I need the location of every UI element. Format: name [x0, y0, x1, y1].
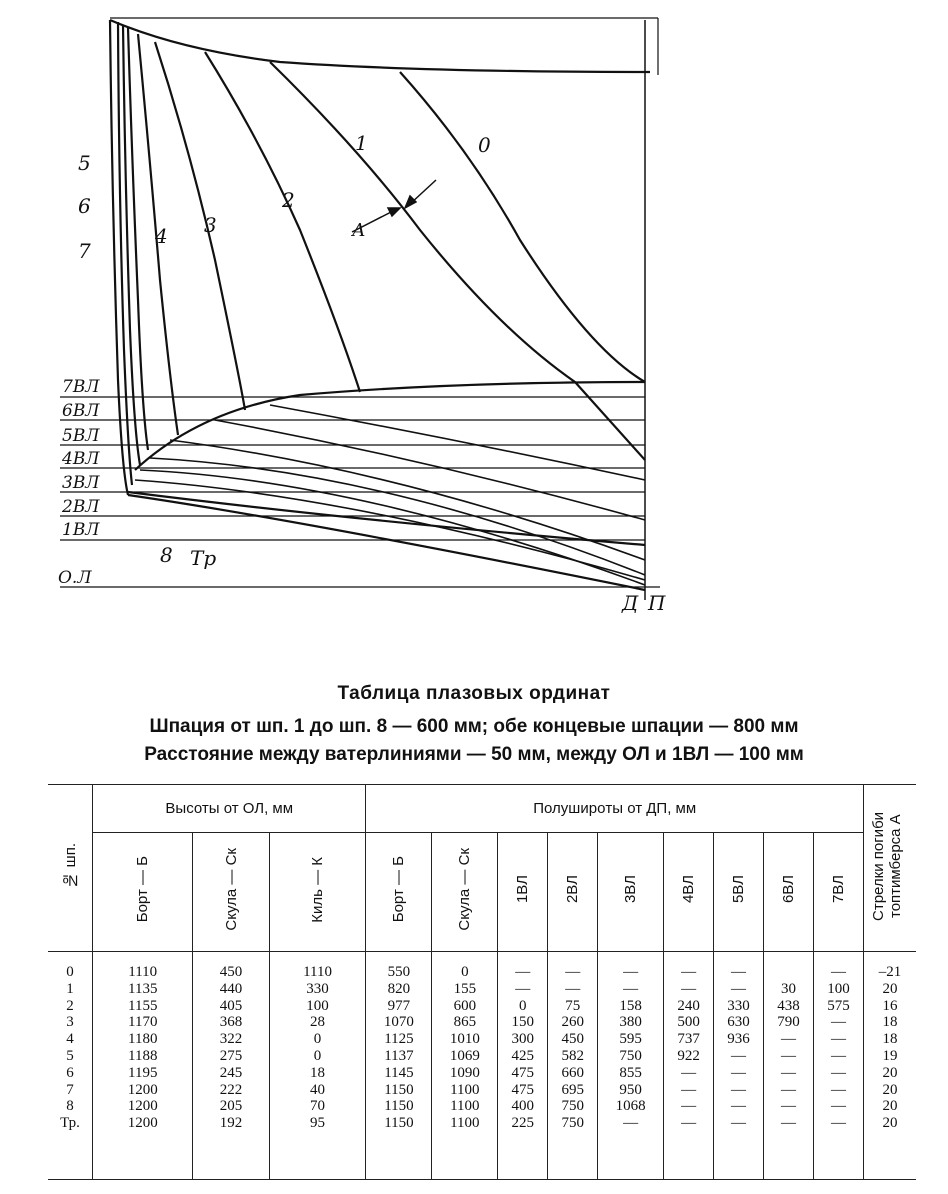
table-cell: 438	[777, 997, 800, 1014]
header-w-7vl: 7ВЛ	[813, 833, 863, 952]
header-w-5vl: 5ВЛ	[714, 833, 764, 952]
table-cell: 240	[677, 997, 700, 1014]
header-w-6vl: 6ВЛ	[764, 833, 814, 952]
table-cell: 1155	[128, 997, 158, 1014]
table-cell: 3	[66, 1014, 74, 1031]
col-h-skula	[193, 952, 269, 1180]
label-wl2: 2ВЛ	[62, 497, 100, 517]
table-cell: —	[830, 1098, 846, 1115]
table-cell: 245	[219, 1064, 243, 1081]
col-h-bort	[93, 952, 193, 1180]
table-cell: —	[830, 1081, 846, 1098]
table-cell: —	[565, 964, 581, 980]
table-cell: 400	[511, 1098, 534, 1115]
table-cell: 977	[387, 997, 411, 1014]
spacing-note: Шпация от шп. 1 до шп. 8 — 600 мм; обе концевые шпации — 800 мм	[149, 716, 799, 737]
station-0-line	[400, 72, 645, 382]
label-dp: Д	[622, 591, 639, 615]
table-cell: 0	[313, 1031, 322, 1048]
station-8-line	[128, 495, 645, 590]
table-cell: —	[681, 1115, 697, 1132]
header-w-3vl: 3ВЛ	[598, 833, 664, 952]
table-cell: —	[830, 1064, 846, 1081]
table-cell: —	[565, 980, 581, 997]
table-cell: 205	[219, 1098, 243, 1115]
table-cell: —	[623, 980, 639, 997]
table-cell: 330	[306, 980, 329, 997]
table-cell: —	[780, 1064, 796, 1081]
table-cell: 70	[310, 1098, 326, 1115]
label-station-0: 0	[478, 133, 491, 157]
table-cell: 595	[619, 1031, 642, 1048]
table-cell: 0	[519, 997, 527, 1014]
table-cell: 20	[882, 1098, 898, 1115]
table-cell: 330	[727, 997, 750, 1014]
table-cell: 322	[219, 1031, 243, 1048]
label-wl7: 7ВЛ	[62, 377, 100, 397]
table-cell: 18	[882, 1014, 898, 1031]
table-title: Таблица плазовых ординат	[337, 683, 611, 704]
label-wl5: 5ВЛ	[62, 426, 100, 446]
chine-line	[135, 382, 645, 470]
table-cell: 1180	[128, 1031, 158, 1048]
table-cell: —	[681, 1081, 697, 1098]
waterline-note: Расстояние между ватерлиниями — 50 мм, между ОЛ и 1ВЛ — 100 мм	[144, 744, 804, 765]
table-cell: 865	[453, 1014, 477, 1031]
header-arrow: Стрелки погиби топтимберса А	[864, 785, 917, 952]
table-cell: —	[681, 980, 697, 997]
header-w-4vl: 4ВЛ	[664, 833, 714, 952]
table-cell: 405	[219, 997, 243, 1014]
table-cell: 582	[561, 1047, 584, 1064]
table-cell: 737	[677, 1031, 700, 1048]
ordinates-table	[48, 784, 916, 1180]
table-cell: 1069	[449, 1047, 480, 1064]
table-cell: 475	[511, 1064, 534, 1081]
table-cell: —	[830, 1031, 846, 1048]
col-w-2vl	[548, 952, 598, 1180]
table-cell: —	[623, 1115, 639, 1132]
label-station-1: 1	[355, 131, 368, 155]
table-cell: 950	[619, 1081, 642, 1098]
transom-line	[128, 492, 645, 545]
header-station: № шп.	[48, 785, 93, 952]
label-p: П	[648, 591, 666, 615]
table-cell: —	[731, 1098, 747, 1115]
table-cell: —	[623, 964, 639, 980]
station-2-line	[205, 52, 360, 392]
table-cell: 16	[882, 997, 898, 1014]
table-cell: 1200	[127, 1081, 158, 1098]
table-cell: 75	[565, 997, 581, 1014]
label-station-6: 6	[78, 194, 91, 218]
table-cell: —	[780, 1081, 796, 1098]
table-cell: 19	[882, 1047, 898, 1064]
header-w-2vl: 2ВЛ	[548, 833, 598, 952]
table-cell: —	[515, 964, 531, 980]
table-cell: 7	[66, 1081, 74, 1098]
table-cell: 6	[66, 1064, 74, 1081]
table-cell: 20	[882, 1115, 898, 1132]
table-cell: —	[731, 1047, 747, 1064]
table-cell: 750	[561, 1115, 584, 1132]
table-cell: 440	[219, 980, 243, 997]
table-cell: –21	[878, 964, 902, 980]
table-cell: —	[780, 1047, 796, 1064]
table-cell: 28	[310, 1014, 326, 1031]
table-cell: 936	[727, 1031, 750, 1048]
label-wl4: 4ВЛ	[62, 449, 100, 469]
table-cell: 192	[219, 1115, 243, 1132]
col-w-7vl	[813, 952, 863, 1180]
col-w-6vl	[764, 952, 814, 1180]
label-station-2: 2	[282, 188, 295, 212]
header-w-bort: Борт — Б	[366, 833, 432, 952]
table-cell: 1137	[384, 1047, 414, 1064]
table-cell: 1068	[615, 1098, 646, 1115]
table-cell: —	[731, 1115, 747, 1132]
station-1-line	[270, 62, 645, 460]
table-cell: 100	[827, 980, 850, 997]
table-cell: 820	[387, 980, 411, 997]
table-cell: 1170	[128, 1014, 158, 1031]
table-cell: 30	[780, 980, 796, 997]
table-cell: —	[731, 980, 747, 997]
table-cell: —	[731, 1081, 747, 1098]
table-cell: 150	[511, 1014, 534, 1031]
table-cell: 100	[306, 997, 329, 1014]
header-h-kil: Киль — К	[269, 833, 366, 952]
table-cell: —	[830, 1047, 846, 1064]
header-h-skula: Скула — Ск	[193, 833, 269, 952]
table-cell: 1200	[127, 1098, 158, 1115]
table-cell: 450	[561, 1031, 584, 1048]
table-cell: 0	[313, 1047, 322, 1064]
table-cell: 20	[882, 980, 898, 997]
label-transom: Тр	[190, 546, 217, 570]
table-cell: 2	[66, 997, 74, 1014]
label-station-7: 7	[78, 239, 91, 263]
col-h-kil	[269, 952, 366, 1180]
col-stations	[48, 952, 93, 1180]
table-cell: —	[681, 1098, 697, 1115]
table-cell: 300	[511, 1031, 534, 1048]
table-cell: 18	[882, 1031, 898, 1048]
table-cell: 158	[619, 997, 642, 1014]
station-5-line	[128, 28, 148, 450]
table-cell: 660	[561, 1064, 584, 1081]
table-cell: 222	[219, 1081, 243, 1098]
table-cell: 1188	[128, 1047, 158, 1064]
table-cell: 855	[619, 1064, 642, 1081]
table-cell: 630	[727, 1014, 750, 1031]
header-w-skula: Скула — Ск	[432, 833, 498, 952]
table-cell: 4	[66, 1031, 74, 1048]
table-cell: Тр.	[60, 1115, 80, 1132]
table-cell: 575	[827, 997, 850, 1014]
table-cell: 750	[561, 1098, 584, 1115]
table-cell: 20	[882, 1064, 898, 1081]
table-cell: 20	[882, 1081, 898, 1098]
table-cell: —	[515, 980, 531, 997]
col-w-skula	[432, 952, 498, 1180]
table-cell: 260	[561, 1014, 584, 1031]
table-cell: 1125	[384, 1031, 414, 1048]
table-cell: —	[731, 964, 747, 980]
col-w-5vl	[714, 952, 764, 1180]
col-w-4vl	[664, 952, 714, 1180]
table-cell: 0	[461, 964, 469, 980]
table-cell	[764, 964, 813, 981]
col-w-1vl	[498, 952, 548, 1180]
label-station-5: 5	[78, 151, 91, 175]
table-cell: 790	[777, 1014, 800, 1031]
label-ol: О.Л	[58, 568, 92, 588]
header-h-bort: Борт — Б	[93, 833, 193, 952]
table-cell: 1150	[384, 1081, 414, 1098]
table-cell: 1100	[450, 1115, 480, 1132]
table-cell: 695	[561, 1081, 584, 1098]
table-cell: —	[681, 964, 697, 980]
header-halfwidths-group: Полуширoты от ДП, мм	[366, 785, 864, 833]
table-cell: —	[780, 1031, 796, 1048]
header-heights-group: Высоты от ОЛ, мм	[93, 785, 366, 833]
table-cell: 5	[66, 1047, 74, 1064]
col-w-3vl	[598, 952, 664, 1180]
table-cell: 922	[677, 1047, 700, 1064]
table-cell: —	[830, 1115, 846, 1132]
table-cell: 40	[310, 1081, 326, 1098]
table-cell: 1090	[449, 1064, 480, 1081]
table-cell: —	[830, 964, 846, 980]
table-cell: 368	[219, 1014, 243, 1031]
header-w-1vl: 1ВЛ	[498, 833, 548, 952]
table-cell: 0	[66, 964, 74, 980]
table-cell: 1100	[450, 1081, 480, 1098]
table-cell: 8	[66, 1098, 74, 1115]
table-cell: 1150	[384, 1115, 414, 1132]
table-cell: 1145	[384, 1064, 414, 1081]
table-cell: 450	[219, 964, 243, 980]
col-arrow	[864, 952, 917, 1180]
label-station-4: 4	[155, 224, 168, 248]
table-cell: 550	[387, 964, 411, 980]
table-cell: —	[780, 1115, 796, 1132]
label-arrow-a: А	[352, 220, 366, 241]
label-station-8: 8	[160, 543, 173, 567]
table-cell: 1195	[128, 1064, 158, 1081]
label-station-3: 3	[204, 213, 217, 237]
table-cell: 1	[66, 980, 74, 997]
deck-line	[110, 20, 650, 72]
table-cell: 1135	[128, 980, 158, 997]
table-cell: 1150	[384, 1098, 414, 1115]
table-cell: 95	[310, 1115, 326, 1132]
table-cell: 1100	[450, 1098, 480, 1115]
table-cell: 1200	[127, 1115, 158, 1132]
table-cell: 750	[619, 1047, 642, 1064]
table-cell: 1070	[383, 1014, 414, 1031]
col-w-bort	[366, 952, 432, 1180]
table-cell: —	[780, 1098, 796, 1115]
table-cell: 500	[677, 1014, 700, 1031]
table-cell: 275	[219, 1047, 243, 1064]
table-cell: 600	[453, 997, 477, 1014]
table-cell: 1110	[128, 964, 158, 980]
label-wl6: 6ВЛ	[62, 401, 100, 421]
table-cell: 1110	[303, 964, 332, 980]
table-cell: —	[681, 1064, 697, 1081]
table-cell: —	[731, 1064, 747, 1081]
table-cell: 380	[619, 1014, 642, 1031]
label-wl1: 1ВЛ	[62, 520, 100, 540]
table-cell: 1010	[449, 1031, 480, 1048]
table-cell: 425	[511, 1047, 534, 1064]
table-cell: 18	[310, 1064, 326, 1081]
label-wl3: 3ВЛ	[62, 473, 100, 493]
table-cell: 475	[511, 1081, 534, 1098]
table-cell: 155	[453, 980, 477, 997]
table-cell: 225	[511, 1115, 534, 1132]
table-cell: —	[830, 1014, 846, 1031]
